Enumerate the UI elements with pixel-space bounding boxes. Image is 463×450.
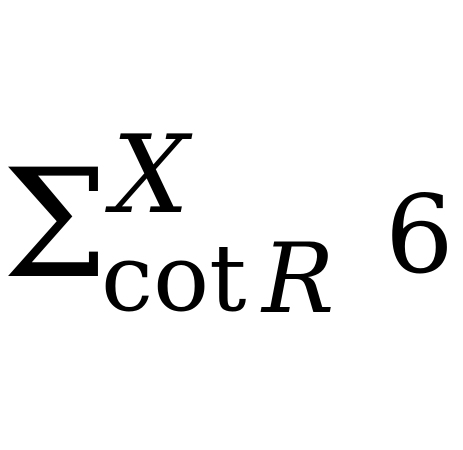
summation-symbol: Σ <box>2 138 109 312</box>
lower-limit-variable: R <box>262 223 335 335</box>
summand: 6 <box>385 173 454 298</box>
lower-limit-function: cot <box>101 224 247 332</box>
upper-limit: X <box>112 113 189 238</box>
